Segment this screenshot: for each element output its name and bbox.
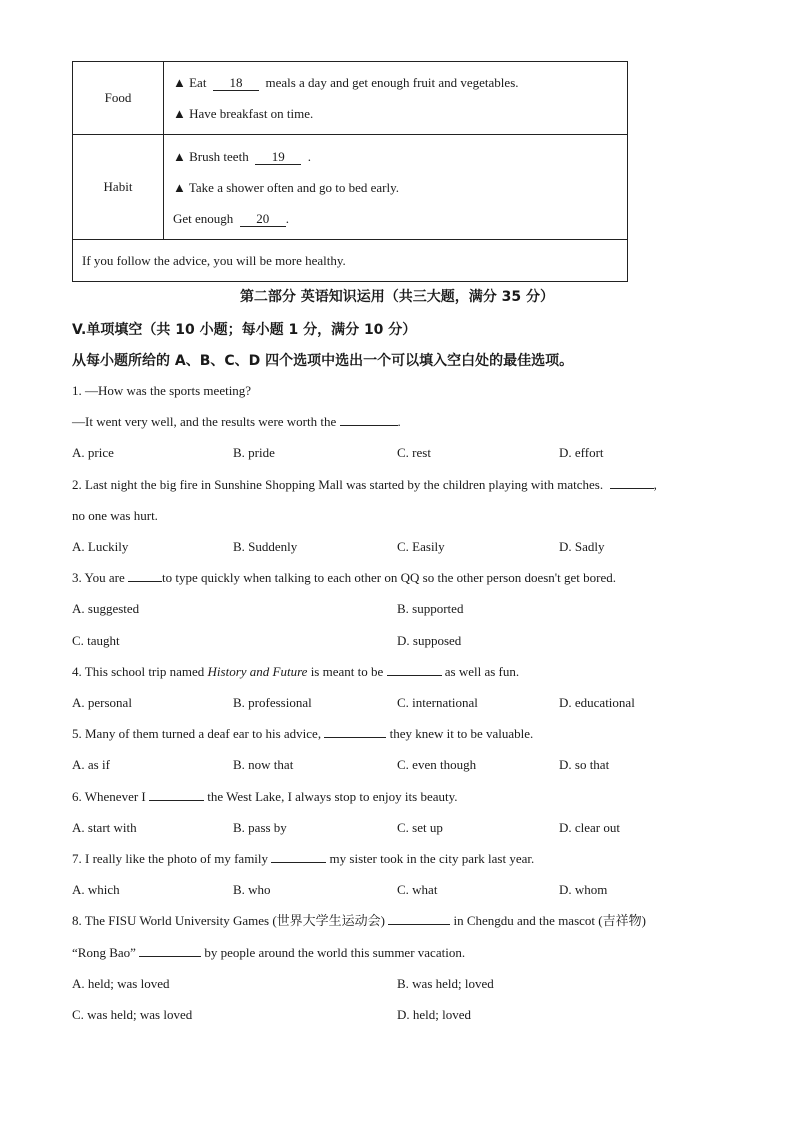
q8-blank-2 (139, 944, 201, 957)
q7-option-d[interactable]: D. whom (559, 882, 608, 897)
q1-option-b[interactable]: B. pride (233, 445, 275, 460)
blank-18: 18 (213, 76, 259, 91)
q8-blank-1 (388, 912, 450, 925)
q2-blank (610, 476, 654, 489)
q6-option-b[interactable]: B. pass by (233, 820, 287, 835)
q1-option-d[interactable]: D. effort (559, 445, 604, 460)
q5-option-d[interactable]: D. so that (559, 757, 610, 772)
q7-option-b[interactable]: B. who (233, 882, 271, 897)
habit-line-2: ▲ Take a shower often and go to bed early. (173, 179, 400, 195)
q8-option-a[interactable]: A. held; was loved (72, 976, 170, 991)
food-line-1: ▲ Eat 18 meals a day and get enough fruit and vegetables. (173, 75, 519, 90)
section-instruction: 从每小题所给的 A、B、C、D 四个选项中选出一个可以填入空白处的最佳选项。 (72, 353, 574, 369)
blank-19: 19 (255, 150, 301, 165)
q5-option-b[interactable]: B. now that (233, 757, 294, 772)
habit-content (164, 135, 628, 240)
q5-option-c[interactable]: C. even though (397, 757, 477, 772)
q1-option-c[interactable]: C. rest (397, 445, 431, 460)
habit-line-3: Get enough 20 . (173, 210, 290, 226)
q6-option-d[interactable]: D. clear out (559, 820, 621, 835)
q2-line-1: 2. Last night the big fire in Sunshine Shopping Mall was started by the children playing with matches. , (72, 477, 657, 492)
q6-option-c[interactable]: C. set up (397, 820, 443, 835)
advice-table (72, 61, 628, 282)
table-footer: If you follow the advice, you will be more healthy. (73, 240, 628, 282)
q8-line-1: 8. The FISU World University Games (世界大学生运动会) in Chengdu and the mascot (吉祥物) (72, 913, 646, 928)
q8-option-c[interactable]: C. was held; was loved (72, 1007, 193, 1022)
q2-option-b[interactable]: B. Suddenly (233, 539, 298, 554)
q1-line-1: 1. —How was the sports meeting? (72, 383, 252, 398)
food-line-2: ▲ Have breakfast on time. (173, 106, 314, 121)
table-row-footer (73, 240, 628, 282)
q3-option-b[interactable]: B. supported (397, 601, 464, 616)
section-subtitle: V.单项填空（共 10 小题；每小题 1 分，满分 10 分） (72, 322, 417, 338)
q2-option-c[interactable]: C. Easily (397, 539, 445, 554)
q7-option-c[interactable]: C. what (397, 882, 438, 897)
q4-line: 4. This school trip named History and Future is meant to be as well as fun. (72, 664, 520, 679)
table-row-habit (73, 135, 628, 240)
q6-option-a[interactable]: A. start with (72, 820, 137, 835)
q8-option-b[interactable]: B. was held; loved (397, 976, 494, 991)
q3-line: 3. You are to type quickly when talking to each other on QQ so the other person doesn't get bored. (72, 570, 616, 585)
part-title: 第二部分 英语知识运用（共三大题，满分 35 分） (239, 289, 555, 305)
q1-line-2: —It went very well, and the results were worth the . (72, 414, 401, 429)
q2-line-2: no one was hurt. (72, 508, 158, 523)
q6-line: 6. Whenever I the West Lake, I always stop to enjoy its beauty. (72, 789, 458, 804)
q4-option-b[interactable]: B. professional (233, 695, 312, 710)
q3-option-c[interactable]: C. taught (72, 633, 120, 648)
q4-blank (387, 663, 442, 676)
q7-blank (271, 850, 326, 863)
q5-line: 5. Many of them turned a deaf ear to his advice, they knew it to be valuable. (72, 726, 534, 741)
q3-blank (128, 569, 162, 582)
food-label: Food (73, 62, 164, 135)
q3-option-d[interactable]: D. supposed (397, 633, 462, 648)
blank-20: 20 (240, 212, 286, 227)
habit-label: Habit (73, 135, 164, 240)
q8-line-2: “Rong Bao” by people around the world this summer vacation. (72, 945, 466, 960)
q1-option-a[interactable]: A. price (72, 445, 114, 460)
q5-option-a[interactable]: A. as if (72, 757, 110, 772)
q4-option-d[interactable]: D. educational (559, 695, 635, 710)
q6-blank (149, 788, 204, 801)
q2-option-a[interactable]: A. Luckily (72, 539, 129, 554)
q8-option-d[interactable]: D. held; loved (397, 1007, 472, 1022)
q7-option-a[interactable]: A. which (72, 882, 120, 897)
q3-option-a[interactable]: A. suggested (72, 601, 140, 616)
q4-trip-name: History and Future (207, 664, 308, 679)
q7-line: 7. I really like the photo of my family my sister took in the city park last year. (72, 851, 535, 866)
food-content (164, 62, 628, 135)
q4-option-a[interactable]: A. personal (72, 695, 132, 710)
q5-blank (324, 725, 386, 738)
q2-option-d[interactable]: D. Sadly (559, 539, 605, 554)
q1-blank (340, 413, 398, 426)
q4-option-c[interactable]: C. international (397, 695, 478, 710)
table-row-food (73, 62, 628, 135)
habit-line-1: ▲ Brush teeth 19 . (173, 148, 311, 164)
